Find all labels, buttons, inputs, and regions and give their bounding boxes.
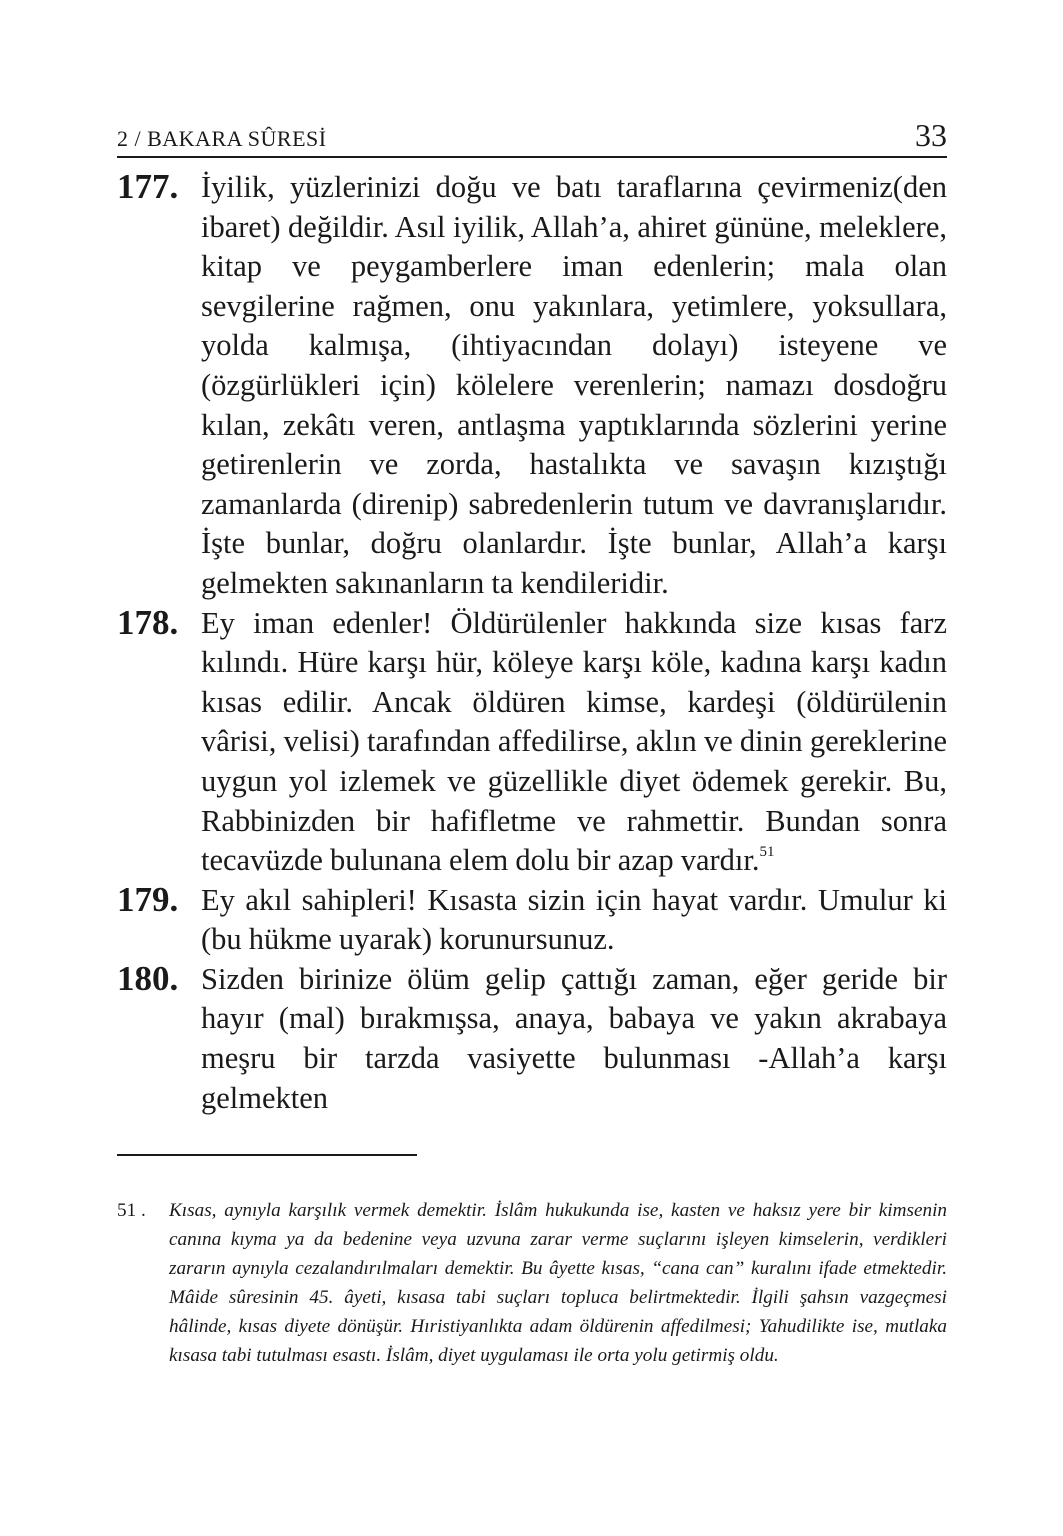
footnote-text: Kısas, aynıyla karşılık vermek demektir. İslâm hukukunda ise, kasten ve haksız yere bir kimsenin canına kıyma ya da bedenine veya uzvuna zarar verme suçlarını işleyen kimselerin, verdikleri zararın aynıyla cezalandırılmaları demektir. Bu âyette kısas, “cana can” kuralını ifade etmektedir. Mâide sûresinin 45. âyeti, kısasa tabi suçları topluca belirtmektedir. İlgili şahsın vazgeçmesi hâlinde, kısas diyete dönüşür. Hıristiyanlıkta adam öldürenin affedilmesi; Yahudilikte ise, mutlaka kısasa tabi tutulması esastı. İslâm, diyet uygulaması ile orta yolu getirmiş oldu. xyxy=(169,1200,947,1366)
verse-number: 179. xyxy=(117,879,179,919)
verse-179 xyxy=(117,881,947,960)
verse-number: 177. xyxy=(117,167,179,206)
footnote-51 xyxy=(117,1196,947,1370)
verse-177 xyxy=(117,168,947,604)
verse-text: İyilik, yüzlerinizi doğu ve batı taraflarına çevirmeniz(den ibaret) değildir. Asıl iyilik, Allah’a, ahiret gününe, meleklere, kitap ve peygamberlere iman edenlerin; mala olan sevgilerine rağmen, onu yakınlara, yetimlere, yoksullara, yolda kalmışa, (ihtiyacından dolayı) isteyene ve (özgürlükleri için) kölelere verenlerin; namazı dosdoğru kılan, zekâtı veren, antlaşma yaptıklarında sözlerini yerine getirenlerin ve zorda, hastalıkta ve savaşın kızıştığı zamanlarda (direnip) sabredenlerin tutum ve davranışlarıdır. İşte bunlar, doğru olanlardır. İşte bunlar, Allah’a karşı gelmekten sakınanların ta kendileridir. xyxy=(201,170,947,600)
footnote-reference[interactable]: 51 xyxy=(759,844,775,861)
footnote-number: 51 . xyxy=(117,1200,146,1221)
footnote-divider xyxy=(117,1154,417,1156)
running-head: 2 / BAKARA SÛRESİ xyxy=(117,126,327,151)
page-header xyxy=(117,112,947,158)
verse-text: Ey akıl sahipleri! Kısasta sizin için hayat vardır. Umulur ki (bu hükme uyarak) korunursunuz. xyxy=(201,882,947,957)
verse-number: 180. xyxy=(117,958,179,998)
verse-list xyxy=(117,168,947,1118)
verse-text: Sizden birinize ölüm gelip çattığı zaman, eğer geride bir hayır (mal) bırakmışsa, anaya, babaya ve yakın akrabaya meşru bir tarzda vasiyette bulunması -Allah’a karşı gelmekten xyxy=(201,961,947,1115)
verse-number: 178. xyxy=(117,602,179,642)
page-number: 33 xyxy=(915,117,947,153)
verse-178 xyxy=(117,604,947,881)
verse-180 xyxy=(117,960,947,1118)
verse-text: Ey iman edenler! Öldürülenler hakkında size kısas farz kılındı. Hüre karşı hür, köleye karşı köle, kadına karşı kadın kısas edilir. Ancak öldüren kimse, kardeşi (öldürülenin vârisi, velisi) tarafından affedilirse, aklın ve dinin gereklerine uygun yol izlemek ve güzellikle diyet ödemek gerekir. Bu, Rabbinizden bir hafifletme ve rahmettir. Bundan sonra tecavüzde bulunana elem dolu bir azap vardır.$^{51}$ xyxy=(201,605,947,878)
